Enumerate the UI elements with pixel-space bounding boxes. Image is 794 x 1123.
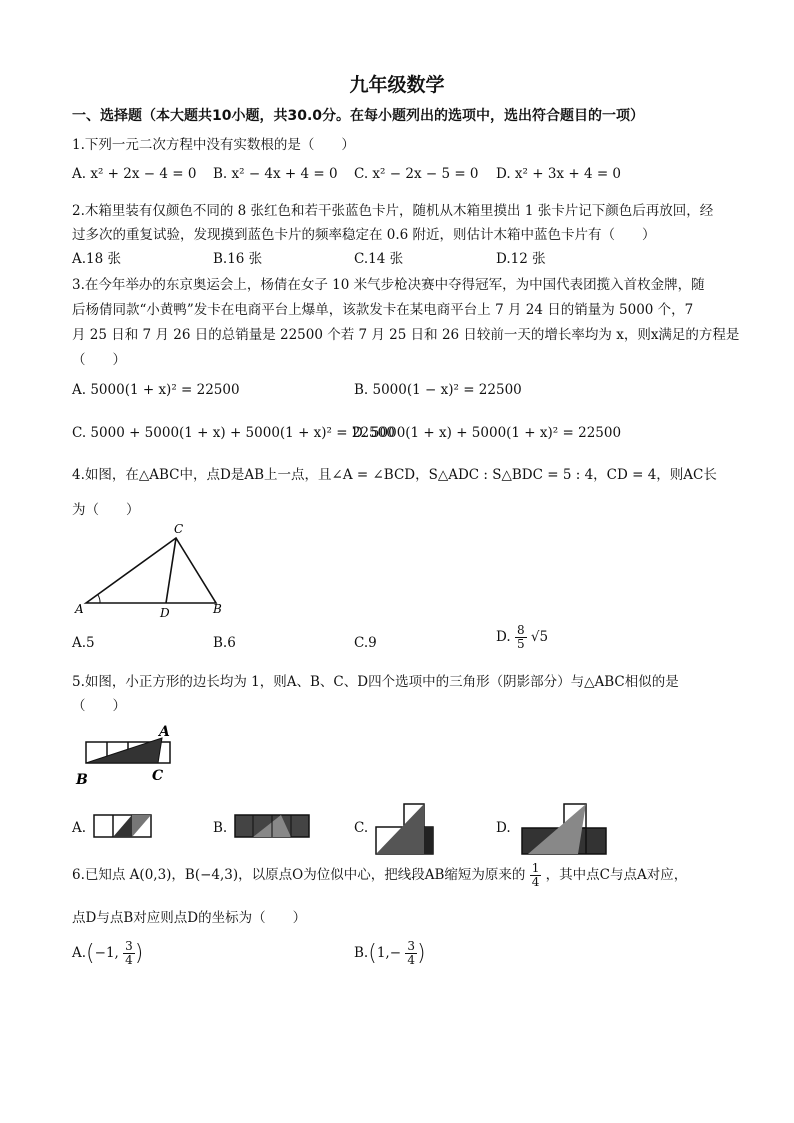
q6-option-b-prefix: B.	[354, 945, 369, 961]
shaded-cell	[424, 827, 433, 854]
q2-option-d: D.12 张	[496, 251, 546, 267]
q1-option-b: B. x² − 4x + 4 = 0	[213, 166, 338, 182]
q4-option-d-prefix: D.	[496, 629, 511, 645]
q6-option-b: B.(1,− $\frac{3}{4}$ )	[354, 939, 426, 967]
q3-option-d: D. 5000(1 + x) + 5000(1 + x)² = 22500	[352, 425, 622, 441]
label-a: A	[75, 602, 84, 616]
q6-option-a-coord: −1,	[94, 945, 119, 961]
label-c: C	[174, 522, 184, 536]
q6-option-a: A.(−1, $\frac{3}{4}$ )	[72, 939, 144, 967]
q4-option-d-root: √5	[530, 629, 549, 645]
q3-line-2: 后杨倩同款“小黄鸭”发卡在电商平台上爆单，该款发卡在某电商平台上 7 月 24 日的销量为 5000 个，7	[72, 302, 694, 318]
q4-option-d-fraction	[515, 624, 527, 651]
q5-line-2: （ ）	[72, 698, 126, 714]
q3-option-a: A. 5000(1 + x)² = 22500	[72, 382, 240, 398]
q4-triangle-figure	[70, 520, 240, 620]
q5-option-c-figure	[372, 800, 438, 858]
triangle-abc	[86, 538, 216, 603]
q6-option-b-fraction	[405, 940, 417, 967]
q4-line-2: 为（ ）	[72, 502, 140, 518]
q1-option-c: C. x² − 2x − 5 = 0	[354, 166, 479, 182]
q3-line-1: 3.在今年举办的东京奥运会上，杨倩在女子 10 米气步枪决赛中夺得冠军，为中国代表团揽入首枚金牌，随	[72, 277, 705, 293]
segment-cd	[166, 538, 176, 603]
q4-line-1: 4.如图，在△ABC中，点D是AB上一点，且∠A = ∠BCD，S△ADC : S△BDC = 5 : 4，CD = 4，则AC长	[72, 467, 717, 483]
label-b: B	[76, 772, 88, 788]
label-b: B	[213, 602, 222, 616]
q5-grid-figure	[72, 722, 182, 790]
q1-stem: 1.下列一元二次方程中没有实数根的是（ ）	[72, 137, 355, 153]
label-c: C	[152, 768, 164, 784]
q5-option-a-label: A.	[72, 820, 87, 836]
q4-option-d	[496, 624, 548, 651]
q5-option-d-figure	[518, 800, 610, 858]
q5-line-1: 5.如图，小正方形的边长均为 1，则A、B、C、D四个选项中的三角形（阴影部分）与△ABC相似的是	[72, 674, 679, 690]
q2-line-2: 过多次的重复试验，发现摸到蓝色卡片的频率稳定在 0.6 附近，则估计木箱中蓝色卡片有（ ）	[72, 227, 656, 243]
q5-option-d-label: D.	[496, 820, 511, 836]
q6-fraction	[530, 862, 542, 889]
q6-line-2: 点D与点B对应则点D的坐标为（ ）	[72, 910, 307, 926]
fraction-denominator: 5	[516, 637, 525, 651]
q2-option-c: C.14 张	[354, 251, 404, 267]
fraction-denominator: 4	[531, 875, 540, 889]
q6-option-b-coord: 1,−	[376, 945, 402, 961]
q3-option-b: B. 5000(1 − x)² = 22500	[354, 382, 522, 398]
q5-option-a-figure	[92, 812, 154, 840]
q6-line-1-post: ，其中点C与点A对应，	[545, 867, 688, 883]
label-d: D	[160, 606, 170, 620]
fraction-numerator: 3	[125, 939, 133, 953]
q4-option-a: A.5	[72, 635, 95, 651]
page-title: 九年级数学	[349, 74, 445, 96]
q5-option-b-label: B.	[213, 820, 228, 836]
fraction-numerator: 1	[531, 861, 540, 875]
q1-option-a: A. x² + 2x − 4 = 0	[72, 166, 197, 182]
fraction-numerator: 3	[407, 939, 415, 953]
q6-line-1-pre: 6.已知点 A(0,3)，B(−4,3)，以原点O为位似中心，把线段AB缩短为原来的	[72, 867, 526, 883]
q2-line-1: 2.木箱里装有仅颜色不同的 8 张红色和若干张蓝色卡片，随机从木箱里摸出 1 张卡片记下颜色后再放回，经	[72, 203, 714, 219]
q3-line-3: 月 25 日和 7 月 26 日的总销量是 22500 个若 7 月 25 日和 26 日较前一天的增长率均为 x，则x满足的方程是	[72, 327, 740, 343]
q2-option-b: B.16 张	[213, 251, 263, 267]
shaded-triangle	[132, 815, 151, 837]
q5-option-b-figure	[233, 812, 313, 840]
q3-option-c: C. 5000 + 5000(1 + x) + 5000(1 + x)² = 22500	[72, 425, 395, 441]
shaded-triangle	[113, 815, 132, 837]
fraction-denominator: 4	[125, 953, 133, 967]
q6-line-1	[72, 862, 687, 889]
q1-option-d: D. x² + 3x + 4 = 0	[496, 166, 622, 182]
q5-option-c-label: C.	[354, 820, 369, 836]
q4-option-c: C.9	[354, 635, 377, 651]
fraction-numerator: 8	[516, 623, 525, 637]
angle-a-mark	[98, 595, 100, 603]
q6-option-a-prefix: A.	[72, 945, 87, 961]
section-heading: 一、选择题（本大题共10小题，共30.0分。在每小题列出的选项中，选出符合题目的一项）	[72, 108, 645, 124]
q6-option-a-fraction	[123, 940, 135, 967]
q3-line-4: （ ）	[72, 352, 126, 368]
fraction-denominator: 4	[407, 953, 415, 967]
q2-option-a: A.18 张	[72, 251, 122, 267]
shaded-triangle	[376, 804, 424, 854]
q4-option-b: B.6	[213, 635, 236, 651]
label-a: A	[159, 724, 170, 740]
